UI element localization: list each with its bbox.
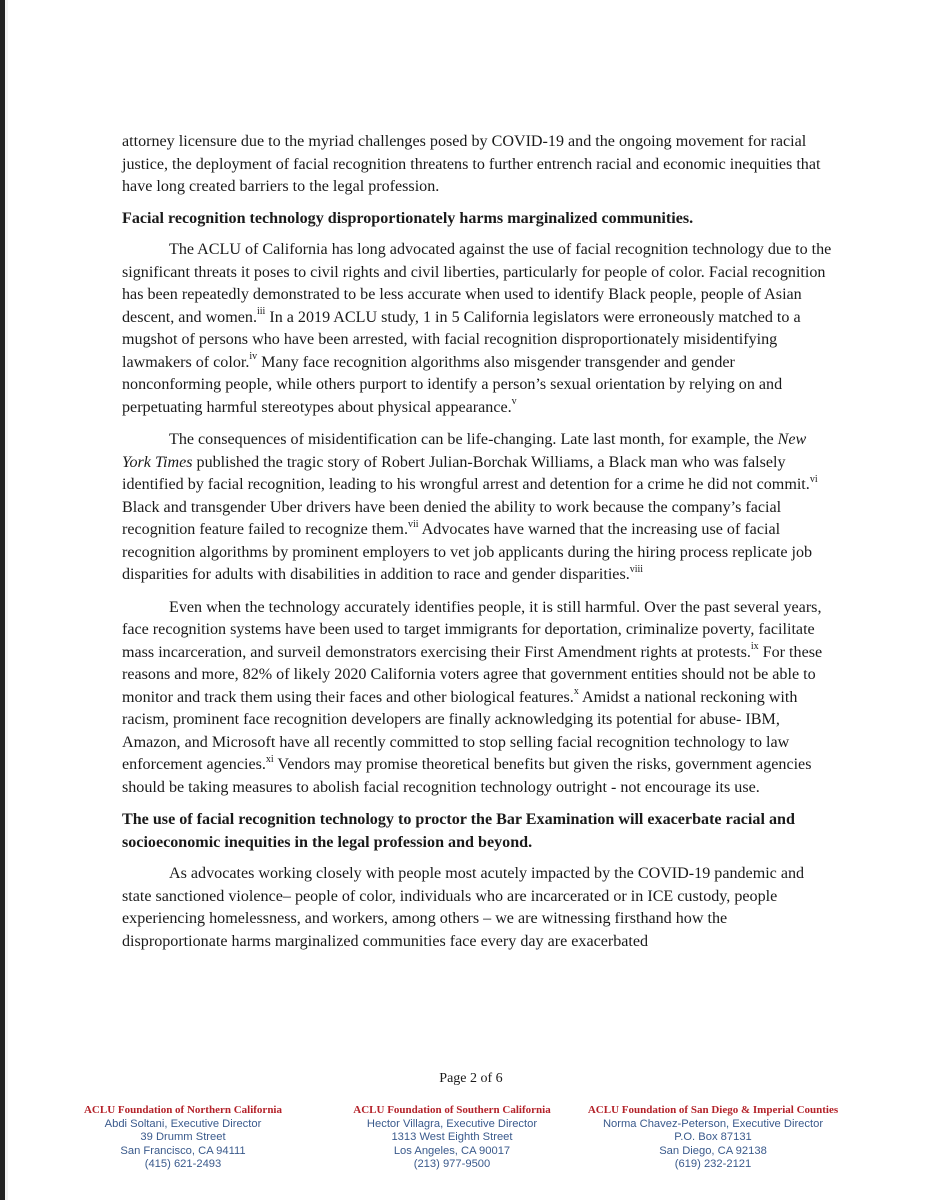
office-street: 39 Drumm Street [140,1131,226,1143]
footnote-ref[interactable]: xi [265,753,274,765]
page-edge-shadow [0,0,5,1200]
text-run: Even when the technology accurately identifies people, it is still harmful. Over the past several years, face recognition systems have been used to target immigrants for deportation, criminalize poverty, facilitate mass incarceration, and surveil demonstrators exercising their First Amendment rights at protests. [122,598,822,661]
office-street: 1313 West Eighth Street [391,1131,513,1143]
text-run: Vendors may promise theoretical benefits but given the risks, government agencies should be taking measures to abolish facial recognition technology outright - not encourage its use. [122,756,812,796]
section-heading-2: The use of facial recognition technology to proctor the Bar Examination will exacerbate racial and socioeconomic inequities in the legal profession and beyond. [122,811,795,851]
document-page [8,0,934,1200]
paragraph-advocates: As advocates working closely with people most acutely impacted by the COVID-19 pandemic and state sanctioned violence– people of color, individuals who are incarcerated or in ICE custody, people experiencing homelessness, and workers, among others – we are witnessing firsthand how the disproportionate harms marginalized communities face every day are exacerbated [122,865,805,950]
text-run: Amidst a national reckoning with racism, prominent face recognition developers are finally acknowledging its potential for abuse- IBM, Amazon, and Microsoft have all recently committed to stop selling facial recognition technology to law enforcement agencies. [122,688,798,773]
office-city: Los Angeles, CA 90017 [393,1144,511,1157]
footnote-ref[interactable]: viii [629,563,644,575]
footnote-ref[interactable]: x [573,686,579,698]
footnote-ref[interactable]: iii [256,306,266,318]
text-run: Advocates have warned that the increasing use of facial recognition algorithms by prominent employers to vet job applicants during the hiring process replicate job disparities for adults with disabilities in addition to race and gender disparities. [122,521,813,583]
publication-title: New York Times [122,431,807,471]
paragraph-misidentification [122,429,832,587]
text-run: The consequences of misidentification can be life-changing. Late last month, for example, the [169,431,778,448]
footnote-ref[interactable]: vi [809,473,818,485]
office-street: P.O. Box 87131 [674,1131,752,1143]
document-body [122,131,832,963]
office-city: San Francisco, CA 94111 [120,1144,246,1157]
text-run: For these reasons and more, 82% of likely 2020 California voters agree that government entities should not be able to monitor and track them using their faces and other biological features. [122,643,823,706]
text-run: The ACLU of California has long advocated against the use of facial recognition technology due to the significant threats it poses to civil rights and civil liberties, particularly for people of color. Facial recognition has been repeatedly demonstrated to be less accurate when used to identify Black people, people of Asian descent, and women. [122,241,832,326]
office-northern-california [58,1104,308,1172]
paragraph-aclu-advocacy [122,239,832,419]
text-run: In a 2019 ACLU study, 1 in 5 California legislators were erroneously matched to a mugshot of persons who have been arrested, with facial recognition disproportionately misidentifying lawmakers of color. [122,308,801,371]
text-run: Many face recognition algorithms also misgender transgender and gender nonconforming people, while others purport to identify a person’s sexual orientation by relying on and perpetuating harmful stereotypes about physical appearance. [122,353,783,416]
office-director: Hector Villagra, Executive Director [366,1117,538,1130]
office-org-name: ACLU Foundation of San Diego & Imperial Counties [587,1104,839,1116]
page-number: Page 2 of 6 [439,1071,503,1086]
paragraph-continued: attorney licensure due to the myriad challenges posed by COVID-19 and the ongoing movement for racial justice, the deployment of facial recognition threatens to further entrench racial and economic inequities that have long created barriers to the legal profession. [122,133,821,195]
office-city: San Diego, CA 92138 [659,1144,767,1157]
footnote-ref[interactable]: ix [750,641,759,653]
paragraph-still-harmful [122,597,832,800]
office-san-diego [568,1104,858,1172]
footnote-ref[interactable]: iv [249,351,258,363]
office-org-name: ACLU Foundation of Northern California [83,1104,282,1116]
section-heading-1: Facial recognition technology disproportionately harms marginalized communities. [122,209,694,227]
text-run: Black and transgender Uber drivers have been denied the ability to work because the company’s facial recognition feature failed to recognize them. [122,498,782,538]
office-director: Norma Chavez-Peterson, Executive Director [602,1117,824,1130]
text-run: published the tragic story of Robert Julian-Borchak Williams, a Black man who was falsely identified by facial recognition, leading to his wrongful arrest and detention for a crime he did not commit. [122,453,810,493]
office-southern-california [327,1104,577,1172]
footnote-ref[interactable]: vii [407,518,419,530]
office-org-name: ACLU Foundation of Southern California [353,1104,551,1116]
office-phone: (619) 232-2121 [674,1158,752,1170]
office-phone: (415) 621-2493 [144,1158,222,1170]
office-phone: (213) 977-9500 [413,1158,491,1170]
office-director: Abdi Soltani, Executive Director [104,1117,262,1130]
footnote-ref[interactable]: v [511,396,517,408]
